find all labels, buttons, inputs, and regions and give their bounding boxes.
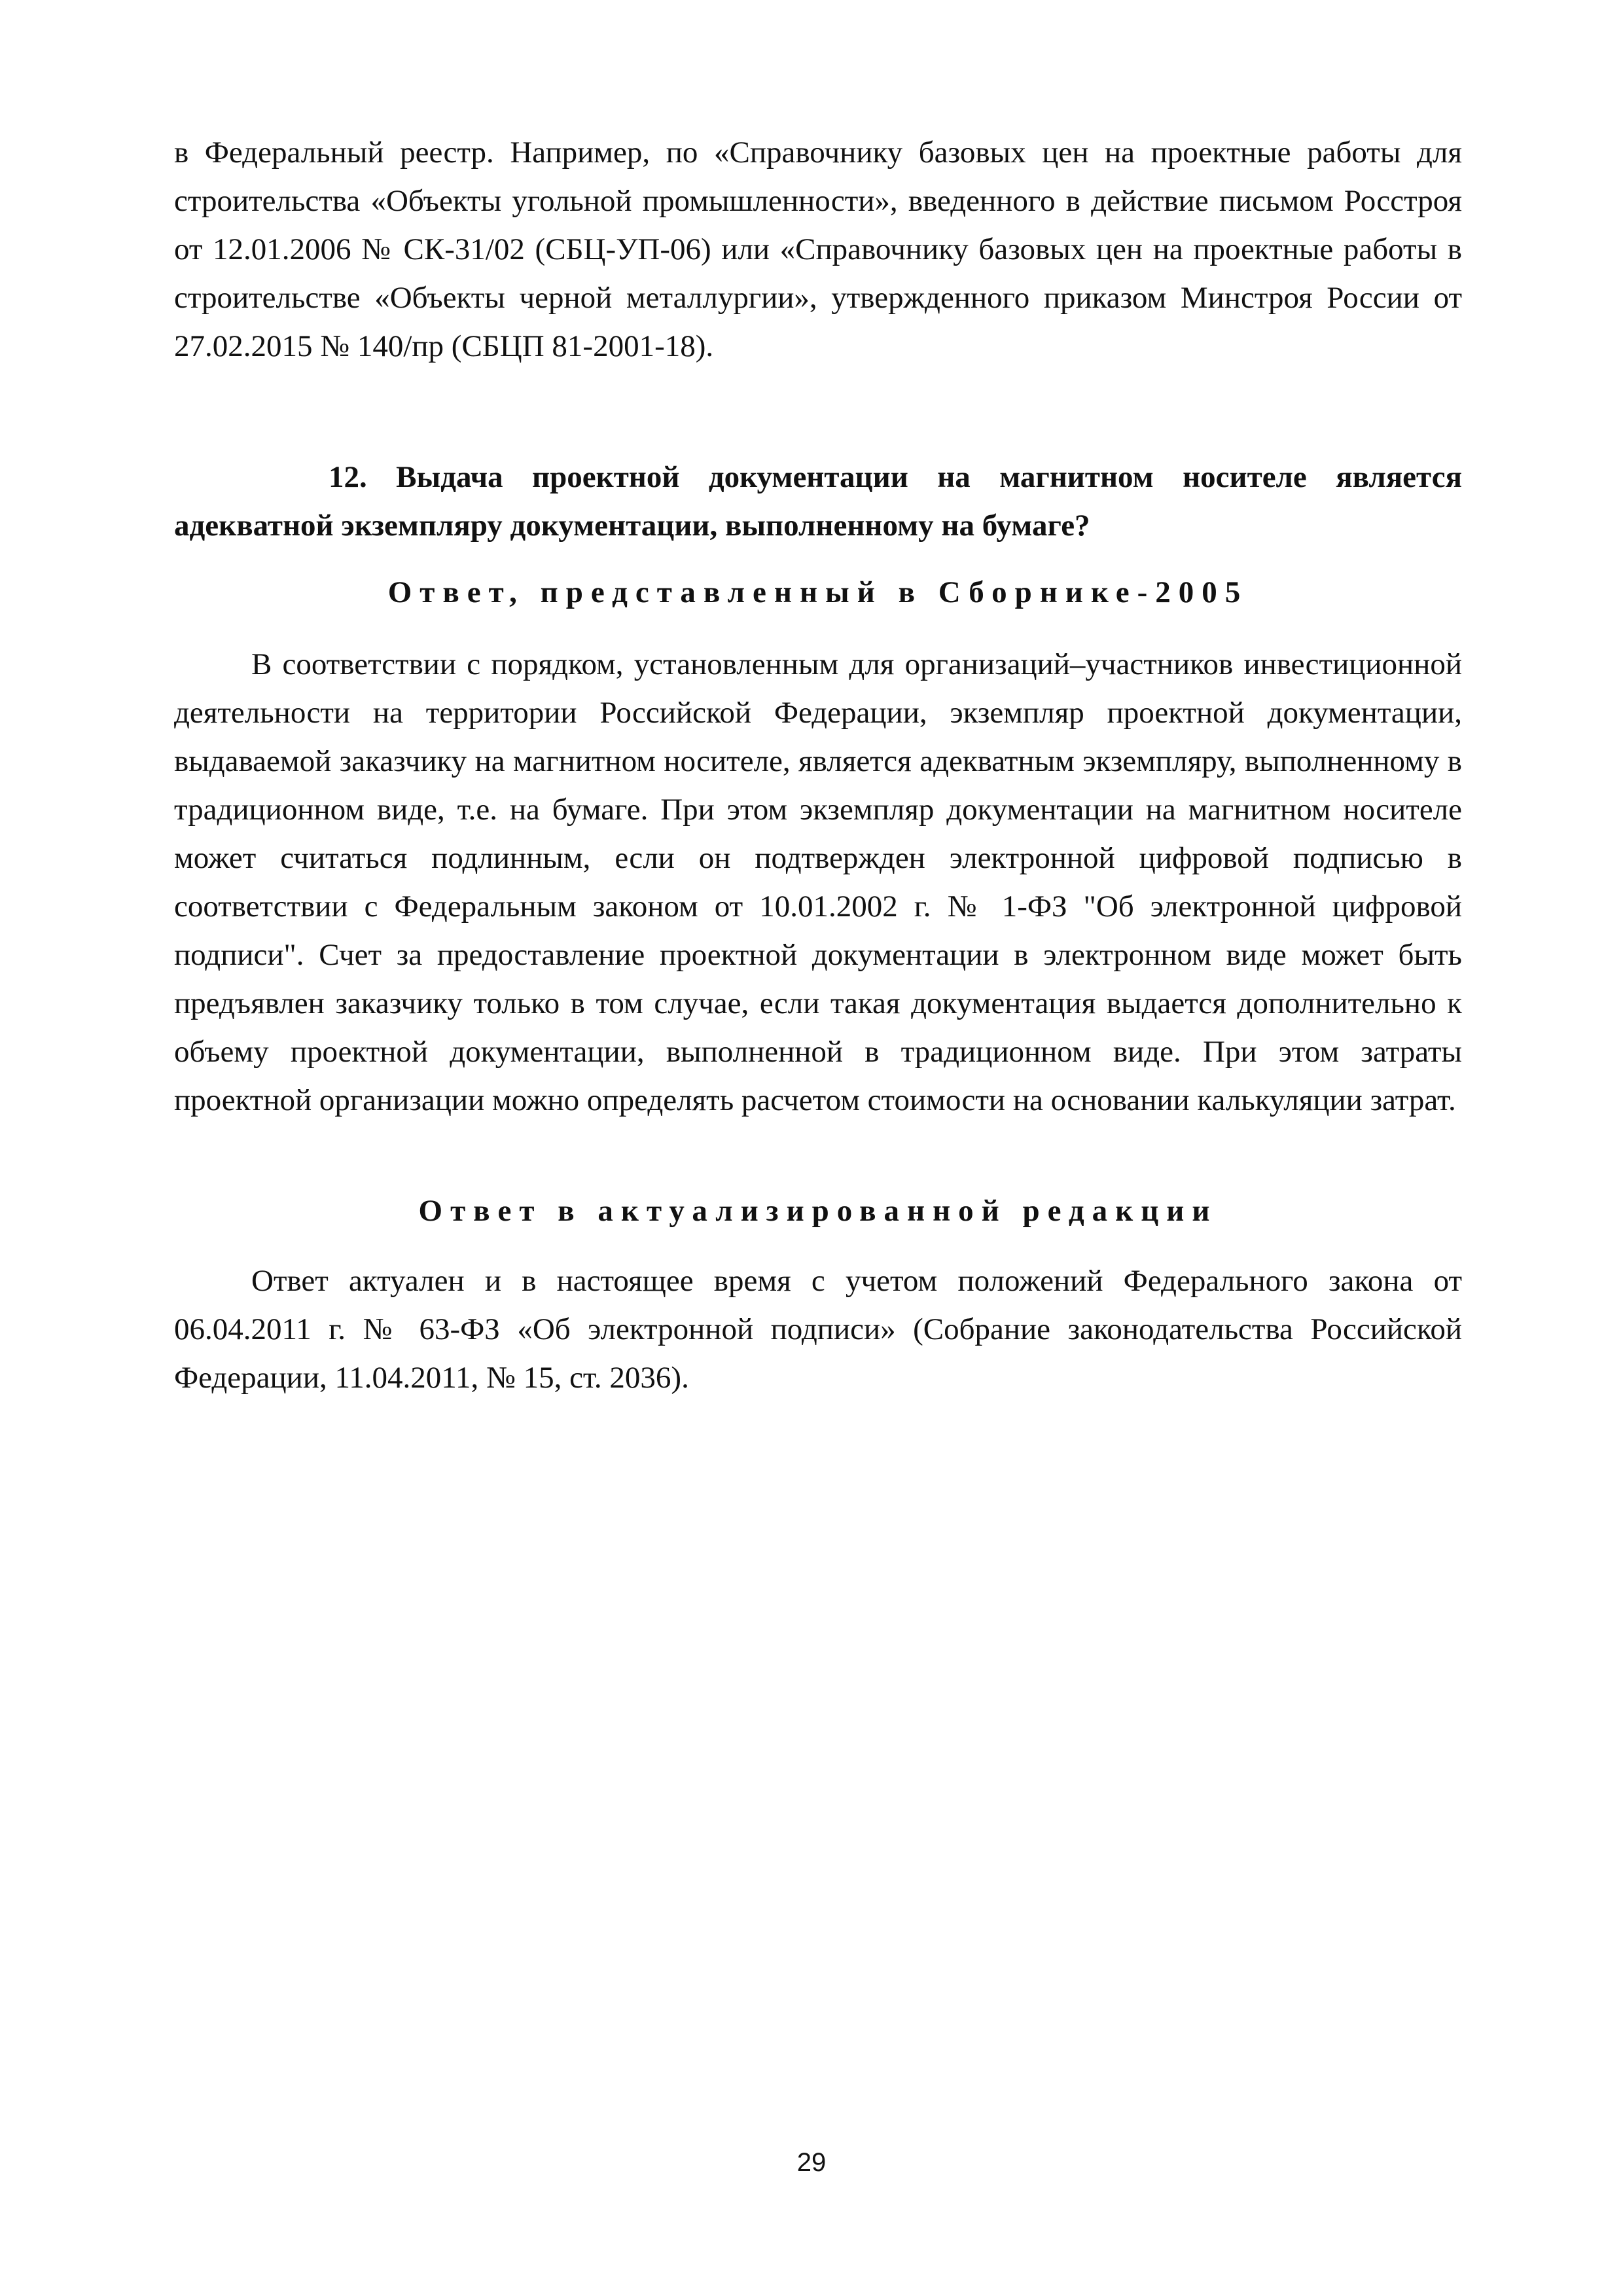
question-text: Выдача проектной документации на магнитном носителе является адекватной экземпляру документации, выполненному на бумаге? (174, 460, 1462, 543)
answer-updated-paragraph: Ответ актуален и в настоящее время с учетом положений Федерального закона от 06.04.2011 г. № 63-ФЗ «Об электронной подписи» (Собрание законодательства Российской Федерации, 11.04.2011, № 15, ст. 2036). (174, 1264, 1462, 1395)
intro-paragraph: в Федеральный реестр. Например, по «Справочнику базовых цен на проектные работы для строительства «Объекты угольной промышленности», введенного в действие письмом Росстроя от 12.01.2006 № СК-31/02 (СБЦ-УП-06) или «Справочнику базовых цен на проектные работы в строительстве «Объекты черной металлургии», утвержденного приказом Минстроя России от 27.02.2015 № 140/пр (СБЦП 81-2001-18). (174, 135, 1462, 363)
answer-2005-paragraph: В соответствии с порядком, установленным для организаций–участников инвестиционной деятельности на территории Российской Федерации, экземпляр проектной документации, выдаваемой заказчику на магнитном носителе, является адекватным экземпляру, выполненному в традиционном виде, т.е. на бумаге. При этом экземпляр документации на магнитном носителе может считаться подлинным, если он подтвержден электронной цифровой подписью в соответствии с Федеральным законом от 10.01.2002 г. № 1-ФЗ "Об электронной цифровой подписи". Счет за предоставление проектной документации в электронном виде может быть предъявлен заказчику только в том случае, если такая документация выдается дополнительно к объему проектной документации, выполненной в традиционном виде. При этом затраты проектной организации можно определять расчетом стоимости на основании калькуляции затрат. (174, 647, 1462, 1117)
question-paragraph (174, 453, 1462, 550)
answer-updated-heading: Ответ в актуализированной редакции (418, 1194, 1218, 1228)
page-number: 29 (796, 2148, 827, 2177)
question-number: 12. (329, 460, 367, 494)
answer-2005-heading: Ответ, представленный в Сборнике-2005 (387, 575, 1249, 609)
